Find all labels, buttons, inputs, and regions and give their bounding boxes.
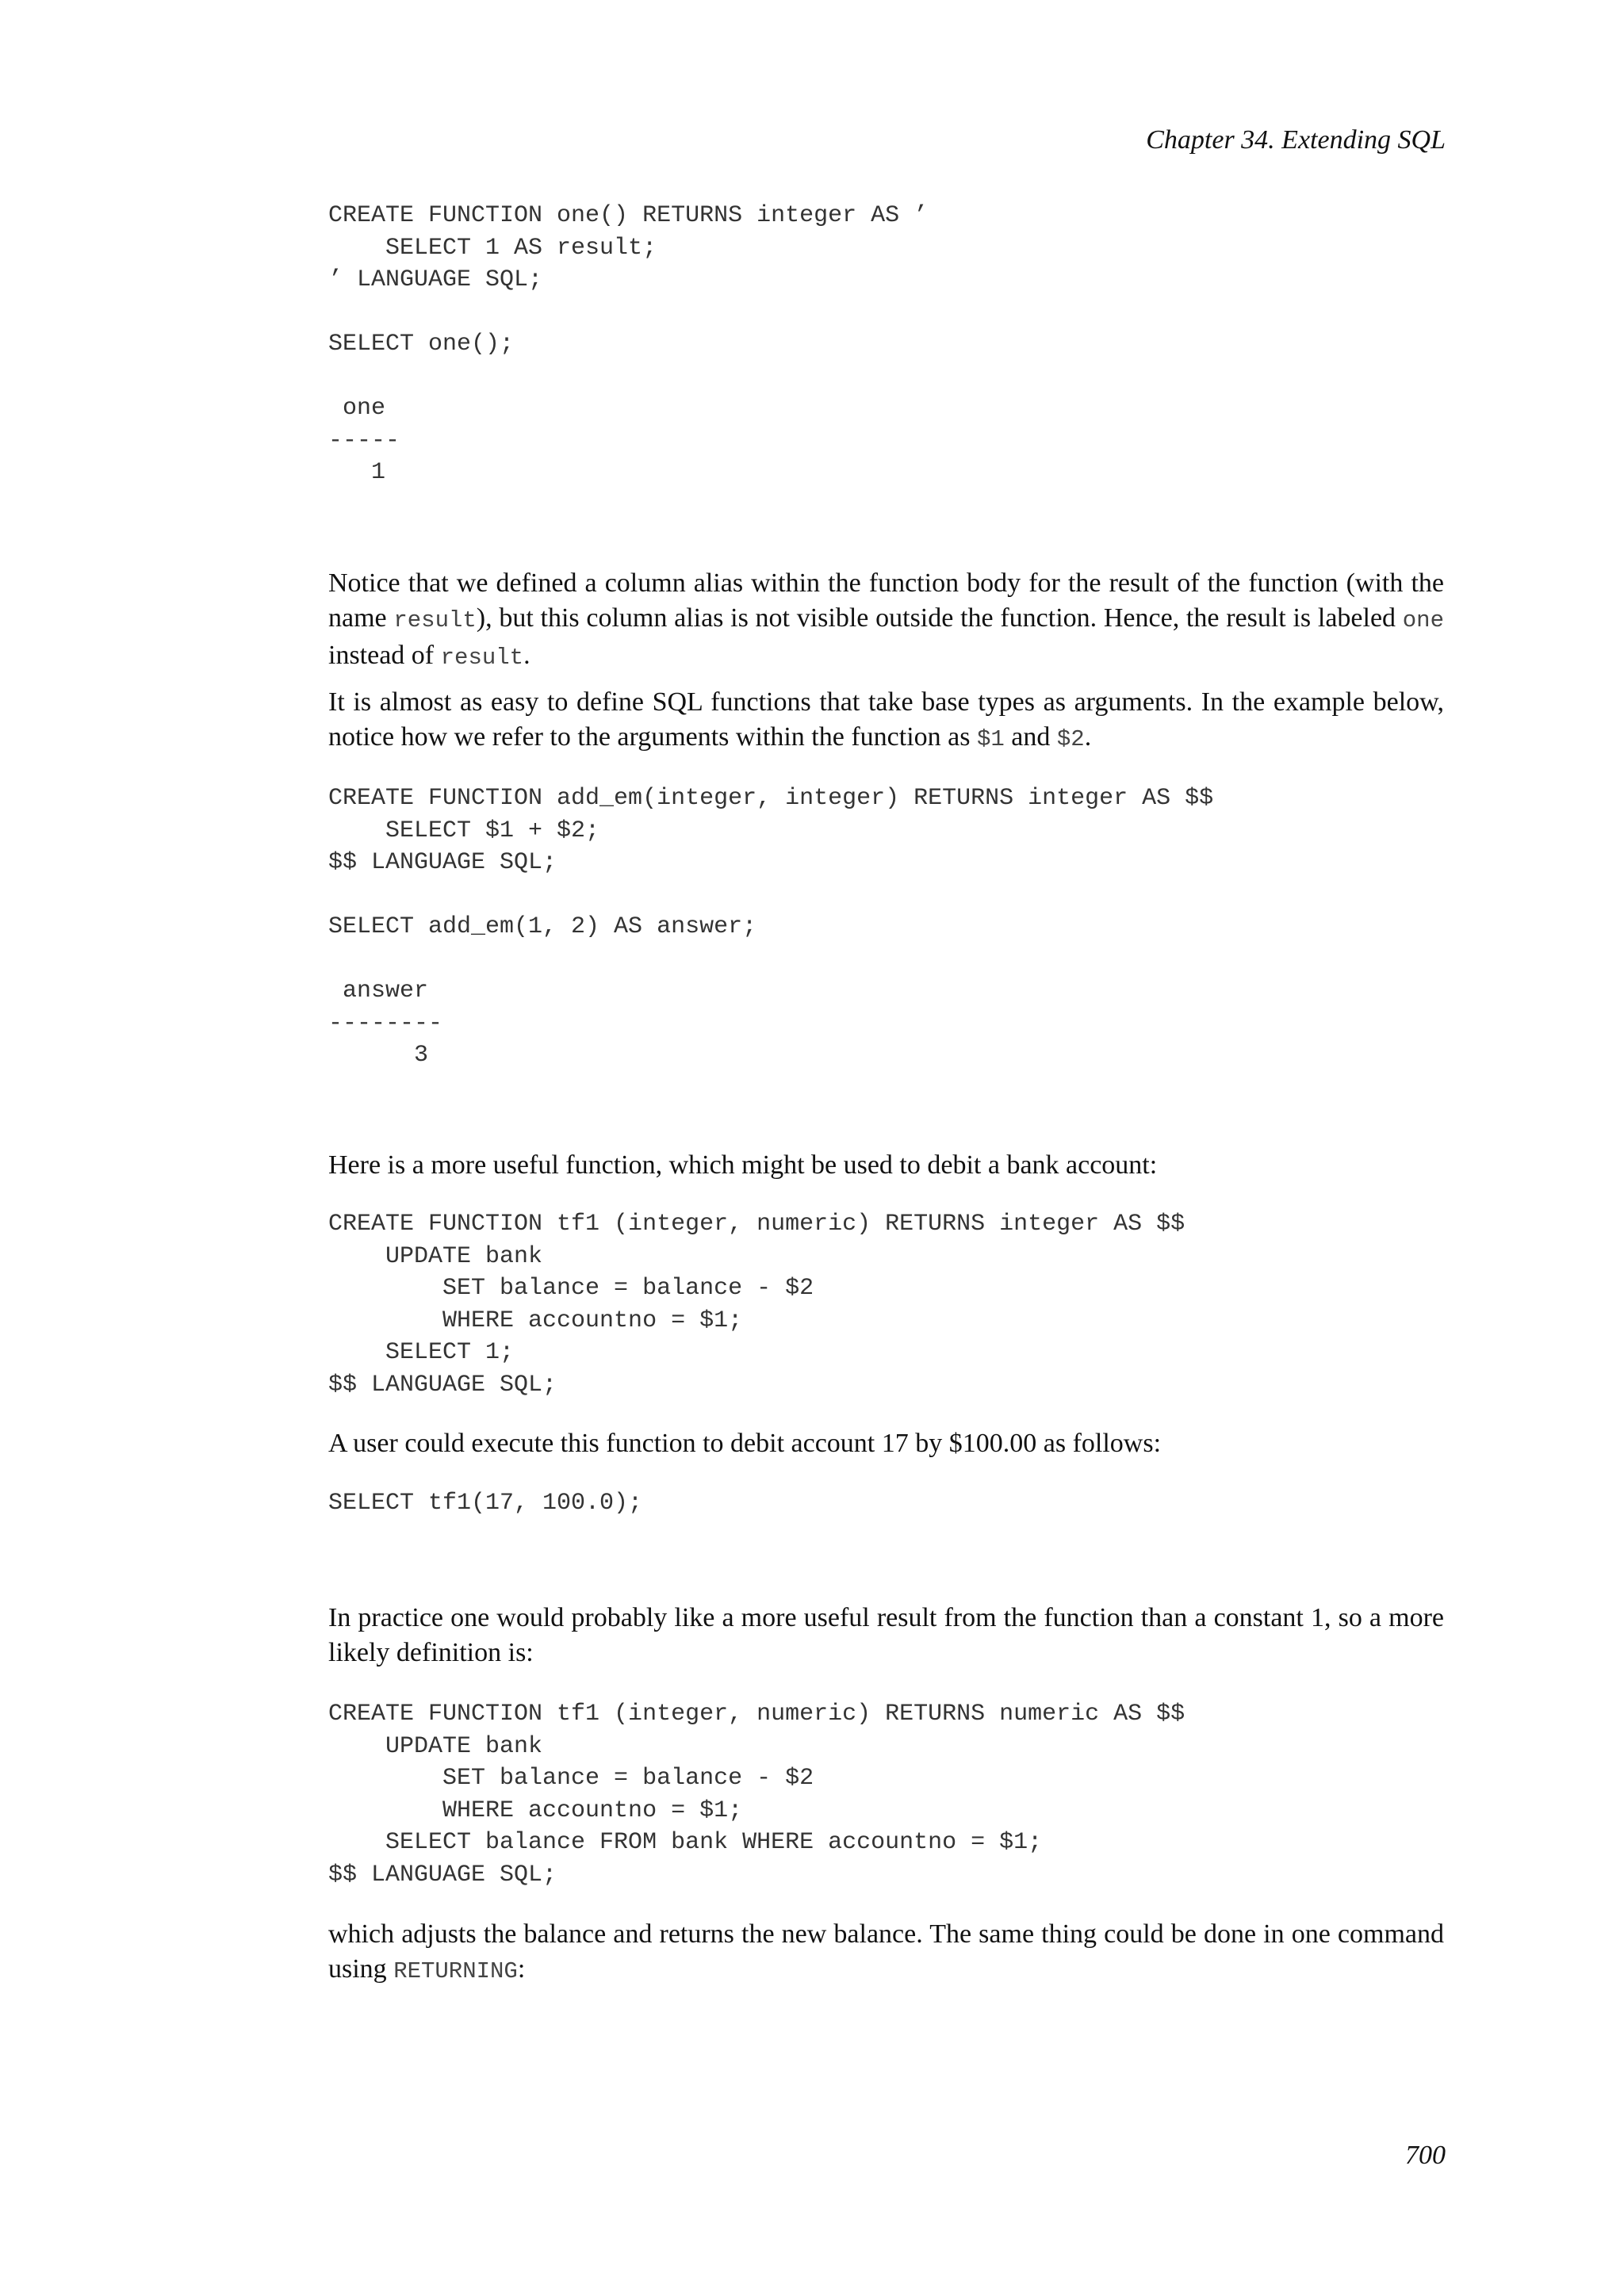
inline-code: $2 xyxy=(1056,726,1085,752)
inline-code: result xyxy=(393,607,477,633)
text-run: and xyxy=(1004,722,1057,752)
text-run: ), but this column alias is not visible outside the function. Hence, the result is labeled xyxy=(476,603,1403,633)
paragraph-execute-debit: A user could execute this function to debit account 17 by $100.00 as follows: xyxy=(328,1429,1162,1458)
code-block-one-function: CREATE FUNCTION one() RETURNS integer AS ’ SELECT 1 AS result; ’ LANGUAGE SQL; SELECT one(); one ----- 1 xyxy=(328,202,929,486)
chapter-header: Chapter 34. Extending SQL xyxy=(1146,125,1446,155)
code-block-tf1-integer: CREATE FUNCTION tf1 (integer, numeric) RETURNS integer AS $$ UPDATE bank SET balance = balance - $2 WHERE accountno = $1; SELECT 1; $$ LANGUAGE SQL; xyxy=(328,1211,1185,1399)
code-block-add-em: CREATE FUNCTION add_em(integer, integer) RETURNS integer AS $$ SELECT $1 + $2; $$ LANGUAGE SQL; SELECT add_em(1, 2) AS answer; answer -------- 3 xyxy=(328,785,1214,1069)
page-number: 700 xyxy=(1405,2141,1446,2170)
code-block-select-tf1: SELECT tf1(17, 100.0); xyxy=(328,1490,643,1517)
text-run: : xyxy=(517,1954,526,1984)
text-run: . xyxy=(523,641,530,670)
paragraph-column-alias xyxy=(328,566,1444,675)
paragraph-base-types xyxy=(328,685,1444,757)
text-run: It is almost as easy to define SQL functions that take base types as arguments. In the example below, notice how we refer to the arguments within the function as xyxy=(328,687,1444,752)
paragraph-returning xyxy=(328,1917,1444,1989)
text-run: instead of xyxy=(328,641,441,670)
inline-code: $1 xyxy=(976,726,1005,752)
text-run: . xyxy=(1084,722,1092,752)
text-run: Notice that we defined a column alias within the function body for the result of the function (with the name xyxy=(328,568,1444,633)
paragraph-more-likely-definition: In practice one would probably like a more useful result from the function than a constant 1, so a more likely definition is: xyxy=(328,1603,1444,1667)
inline-code: result xyxy=(440,645,524,671)
inline-code: one xyxy=(1402,607,1444,633)
paragraph-useful-function: Here is a more useful function, which might be used to debit a bank account: xyxy=(328,1150,1158,1180)
inline-code: RETURNING xyxy=(393,1958,518,1984)
code-block-tf1-numeric: CREATE FUNCTION tf1 (integer, numeric) RETURNS numeric AS $$ UPDATE bank SET balance = balance - $2 WHERE accountno = $1; SELECT balance FROM bank WHERE accountno = $1; $$ LANGUAGE SQL; xyxy=(328,1701,1185,1888)
text-run: which adjusts the balance and returns the new balance. The same thing could be done in one command using xyxy=(328,1919,1444,1984)
